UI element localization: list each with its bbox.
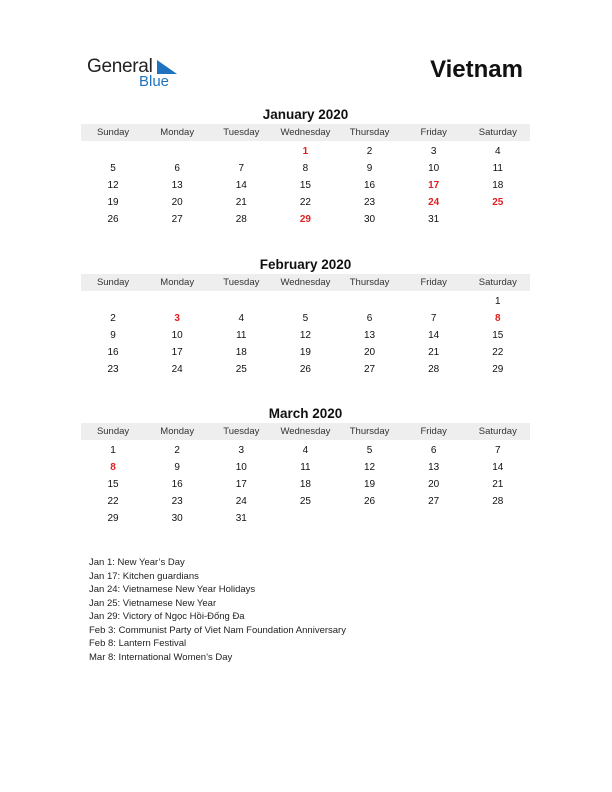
day-cell: 26 <box>107 214 119 225</box>
day-cell: 13 <box>171 180 183 191</box>
day-cell <box>402 293 466 310</box>
day-cell: 20 <box>428 479 440 490</box>
day-cell <box>81 143 145 160</box>
day-cell: 19 <box>107 197 119 208</box>
day-cell: 1 <box>110 445 116 456</box>
day-cell: 16 <box>364 180 376 191</box>
week-row <box>81 459 530 476</box>
day-cell: 12 <box>364 462 376 473</box>
day-cell <box>273 293 337 310</box>
weekday-label: Wednesday <box>280 426 331 437</box>
day-cell <box>466 211 530 228</box>
holiday-list <box>89 556 349 664</box>
day-cell: 25 <box>235 364 247 375</box>
day-cell: 14 <box>428 330 440 341</box>
weekday-label: Monday <box>160 127 195 138</box>
month-calendar <box>81 106 530 228</box>
weekday-label: Tuesday <box>223 426 260 437</box>
day-cell: 16 <box>171 479 183 490</box>
weekday-label: Thursday <box>349 426 390 437</box>
day-cell: 22 <box>299 197 311 208</box>
day-cell: 27 <box>428 496 440 507</box>
day-cell: 15 <box>299 180 311 191</box>
week-row <box>81 293 530 310</box>
day-cell <box>209 293 273 310</box>
day-cell: 23 <box>364 197 376 208</box>
weekday-label: Monday <box>160 426 195 437</box>
day-cell: 3 <box>238 445 245 456</box>
day-cell: 12 <box>299 330 311 341</box>
week-row <box>81 177 530 194</box>
day-cell: 19 <box>364 479 376 490</box>
day-cell <box>81 293 145 310</box>
day-cell: 11 <box>300 462 311 473</box>
weekday-label: Friday <box>420 426 447 437</box>
day-cell: 21 <box>428 347 440 358</box>
day-cell: 31 <box>235 513 247 524</box>
logo-general-text: General <box>87 56 153 77</box>
day-cell: 19 <box>299 347 311 358</box>
day-cell: 2 <box>366 146 373 157</box>
day-cell: 30 <box>171 513 183 524</box>
day-cell: 7 <box>495 445 501 456</box>
day-cell <box>145 293 209 310</box>
day-cell: 8 <box>302 163 309 174</box>
day-cell: 26 <box>364 496 376 507</box>
day-cell: 5 <box>366 445 373 456</box>
month-title: March 2020 <box>268 406 343 421</box>
day-cell <box>338 510 402 527</box>
week-row <box>81 493 530 510</box>
day-cell: 9 <box>366 163 373 174</box>
day-cell: 26 <box>299 364 311 375</box>
month-calendar <box>81 405 530 527</box>
day-cell: 22 <box>492 347 504 358</box>
day-cell: 9 <box>110 330 116 341</box>
holiday-day-cell: 8 <box>110 462 116 473</box>
day-cell <box>273 510 337 527</box>
week-row <box>81 211 530 228</box>
day-cell: 10 <box>235 462 247 473</box>
week-row <box>81 143 530 160</box>
day-cell: 29 <box>492 364 504 375</box>
country-title: Vietnam <box>430 56 523 83</box>
day-cell: 15 <box>492 330 504 341</box>
holiday-day-cell: 3 <box>174 313 180 324</box>
day-cell <box>466 510 530 527</box>
day-cell: 9 <box>174 462 180 473</box>
weekday-header <box>81 274 530 291</box>
day-cell: 4 <box>302 445 309 456</box>
logo-blue-text: Blue <box>139 73 170 90</box>
day-cell: 28 <box>492 496 504 507</box>
week-row <box>81 327 530 344</box>
day-cell: 24 <box>235 496 247 507</box>
day-cell: 18 <box>235 347 247 358</box>
day-cell: 2 <box>174 445 180 456</box>
day-cell: 31 <box>428 214 440 225</box>
weekday-label: Saturday <box>478 277 517 288</box>
week-row <box>81 442 530 459</box>
day-cell: 10 <box>171 330 183 341</box>
logo-triangle-icon <box>157 60 177 74</box>
week-row <box>81 510 530 527</box>
day-cell: 6 <box>174 163 180 174</box>
generalblue-logo <box>87 56 197 92</box>
day-cell: 16 <box>107 347 119 358</box>
weekday-label: Wednesday <box>280 127 331 138</box>
weekday-label: Wednesday <box>280 277 331 288</box>
weekday-label: Sunday <box>96 426 130 437</box>
day-cell: 14 <box>492 462 504 473</box>
holiday-list-item: Feb 8: Lantern Festival <box>89 638 187 649</box>
day-cell <box>145 143 209 160</box>
weekday-label: Monday <box>160 277 195 288</box>
day-cell: 18 <box>299 479 311 490</box>
day-cell: 27 <box>364 364 376 375</box>
month-title: January 2020 <box>262 107 349 122</box>
day-cell: 22 <box>107 496 119 507</box>
day-cell: 17 <box>235 479 247 490</box>
weekday-header <box>81 423 530 440</box>
week-row <box>81 361 530 378</box>
day-cell: 11 <box>492 163 503 174</box>
holiday-day-cell: 17 <box>428 180 440 191</box>
week-row <box>81 476 530 493</box>
weekday-header <box>81 124 530 141</box>
holiday-list-item: Mar 8: International Women’s Day <box>89 651 233 663</box>
week-row <box>81 194 530 211</box>
day-cell: 10 <box>428 163 440 174</box>
day-cell: 6 <box>430 445 437 456</box>
day-cell: 13 <box>428 462 440 473</box>
weekday-label: Sunday <box>96 277 130 288</box>
week-row <box>81 160 530 177</box>
day-cell: 25 <box>299 496 311 507</box>
day-cell: 2 <box>110 313 116 324</box>
day-cell: 28 <box>235 214 247 225</box>
day-cell: 23 <box>107 364 119 375</box>
weekday-label: Friday <box>420 277 447 288</box>
day-cell: 21 <box>235 197 247 208</box>
day-cell: 6 <box>366 313 373 324</box>
day-cell: 13 <box>364 330 376 341</box>
day-cell: 28 <box>428 364 440 375</box>
holiday-day-cell: 1 <box>302 146 309 157</box>
week-row <box>81 310 530 327</box>
day-cell: 4 <box>238 313 245 324</box>
day-cell: 5 <box>302 313 309 324</box>
day-cell: 20 <box>364 347 376 358</box>
weekday-label: Tuesday <box>223 127 260 138</box>
day-cell <box>338 293 402 310</box>
holiday-day-cell: 29 <box>299 214 311 225</box>
holiday-day-cell: 25 <box>492 197 504 208</box>
month-title: February 2020 <box>259 257 352 272</box>
day-cell: 17 <box>171 347 183 358</box>
day-cell: 7 <box>238 163 245 174</box>
weekday-label: Thursday <box>349 277 390 288</box>
day-cell <box>209 143 273 160</box>
weekday-label: Friday <box>420 127 447 138</box>
day-cell: 15 <box>107 479 119 490</box>
holiday-list-item: Jan 29: Victory of Ngọc Hồi-Đống Đa <box>89 611 245 622</box>
holiday-list-item: Jan 17: Kitchen guardians <box>89 570 199 582</box>
day-cell: 4 <box>495 146 501 157</box>
day-cell: 20 <box>171 197 183 208</box>
holiday-day-cell: 8 <box>495 313 501 324</box>
week-row <box>81 344 530 361</box>
month-calendar <box>81 256 530 378</box>
day-cell: 1 <box>495 296 501 307</box>
day-cell: 12 <box>107 180 119 191</box>
weekday-label: Saturday <box>478 127 517 138</box>
day-cell: 14 <box>235 180 247 191</box>
day-cell: 3 <box>430 146 437 157</box>
day-cell: 30 <box>364 214 376 225</box>
holiday-day-cell: 24 <box>428 197 440 208</box>
holiday-list-item: Jan 1: New Year’s Day <box>89 557 185 568</box>
day-cell: 27 <box>171 214 183 225</box>
weekday-label: Saturday <box>478 426 517 437</box>
weekday-label: Thursday <box>349 127 390 138</box>
holiday-list-item: Jan 24: Vietnamese New Year Holidays <box>89 584 256 595</box>
day-cell: 7 <box>430 313 437 324</box>
day-cell <box>402 510 466 527</box>
holiday-list-item: Feb 3: Communist Party of Viet Nam Foundation Anniversary <box>89 624 346 636</box>
day-cell: 5 <box>110 163 116 174</box>
day-cell: 23 <box>171 496 183 507</box>
day-cell: 21 <box>492 479 504 490</box>
day-cell: 18 <box>492 180 504 191</box>
weekday-label: Tuesday <box>223 277 260 288</box>
day-cell: 29 <box>107 513 119 524</box>
day-cell: 24 <box>171 364 183 375</box>
day-cell: 11 <box>236 330 247 341</box>
weekday-label: Sunday <box>96 127 130 138</box>
holiday-list-item: Jan 25: Vietnamese New Year <box>89 597 217 609</box>
